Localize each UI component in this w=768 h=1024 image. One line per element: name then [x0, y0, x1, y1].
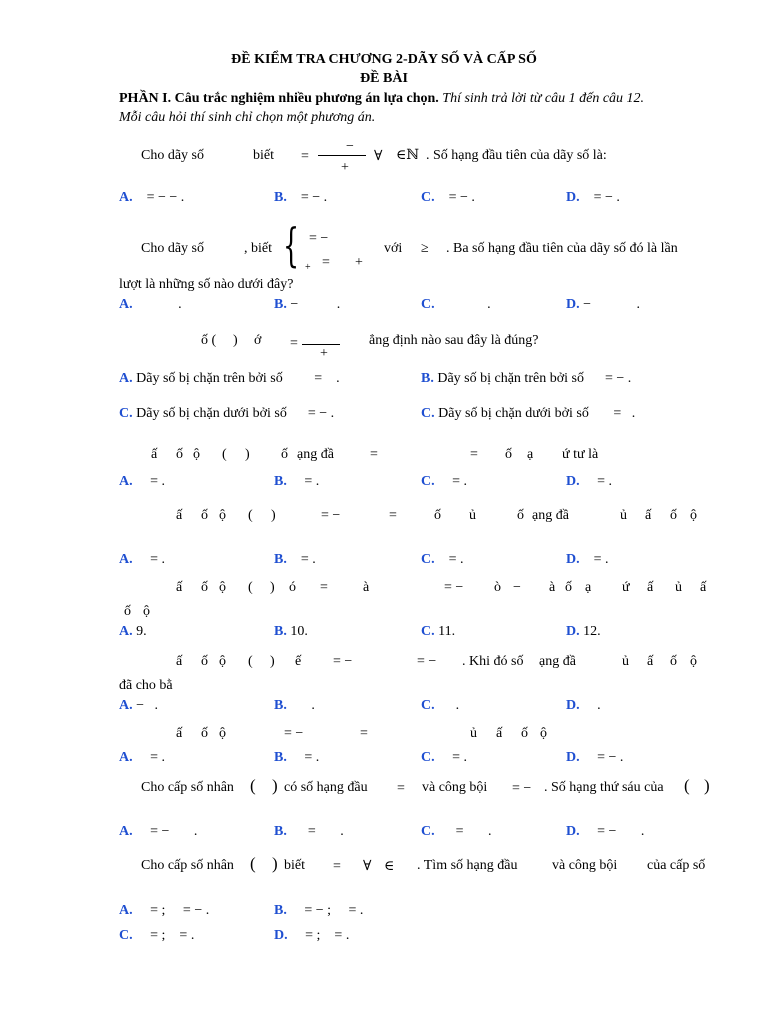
q7-option-a[interactable]: A. − . — [119, 698, 159, 713]
q6-frag-20: ộ — [143, 604, 150, 619]
q7-frag-15: đã cho bằ — [119, 678, 173, 693]
q3-frag-1: ố ( — [201, 333, 217, 348]
q1-text-2: biết — [253, 148, 274, 163]
q7-frag-7: = − — [333, 654, 353, 669]
q9-paren-open-2: ( — [684, 776, 690, 795]
part-heading: PHẦN I. Câu trắc nghiệm nhiều phương án lựa chọn. — [119, 91, 439, 106]
q7-option-d[interactable]: D. . — [566, 698, 601, 713]
q4-option-a[interactable]: A. = . — [119, 474, 166, 489]
q1-equals: = — [301, 149, 309, 164]
q6-option-a[interactable]: A. 9. — [119, 624, 147, 639]
q5-frag-1: ấ — [176, 508, 183, 523]
q6-frag-3: ộ — [219, 580, 226, 595]
q1-forall: ∀ — [374, 149, 383, 164]
q6-frag-2: ố — [201, 580, 208, 595]
q9-option-b[interactable]: B. = . — [274, 824, 344, 839]
q4-option-c[interactable]: C. = . — [421, 474, 468, 489]
q5-frag-14: ố — [670, 508, 677, 523]
q9-text-1: Cho cấp số nhân — [141, 780, 234, 795]
q2-option-a[interactable]: A. . — [119, 297, 182, 312]
q5-frag-12: ủ — [620, 508, 627, 523]
q8-frag-4: = − — [284, 726, 304, 741]
q7-frag-11: ủ — [622, 654, 629, 669]
q7-frag-6: ế — [295, 654, 302, 669]
q6-frag-1: ấ — [176, 580, 183, 595]
q2-text-1: Cho dãy số — [141, 241, 204, 256]
q5-frag-11: ạng đầ — [532, 508, 569, 523]
q3-fraction-bar — [302, 344, 340, 345]
q1-text-3: . Số hạng đầu tiên của dãy số là: — [426, 148, 607, 163]
q7-frag-10: ạng đầ — [539, 654, 576, 669]
q9-equals-2: = − — [512, 781, 532, 796]
q4-option-d[interactable]: D. = . — [566, 474, 613, 489]
q2-text-5: lượt là những số nào dưới đây? — [119, 277, 294, 292]
q8-option-a[interactable]: A. = . — [119, 750, 166, 765]
q4-frag-7: ạng đầ — [297, 447, 334, 462]
q4-frag-8: = — [370, 447, 378, 462]
q1-denominator: + — [341, 160, 349, 175]
q2-text-3: với — [384, 241, 403, 256]
q2-system-2-plus: + — [355, 255, 363, 270]
q10-equals: = — [333, 859, 341, 874]
q8-frag-5: = — [360, 726, 368, 741]
q9-equals-1: = — [397, 781, 405, 796]
q3-frag-3: ớ — [254, 333, 262, 348]
q6-frag-13: ố — [565, 580, 572, 595]
part-instruction-2: Mỗi câu hỏi thí sinh chỉ chọn một phương án. — [119, 110, 376, 125]
q5-frag-7: = — [389, 508, 397, 523]
q8-frag-9: ộ — [540, 726, 547, 741]
q7-option-c[interactable]: C. . — [421, 698, 460, 713]
q1-option-a[interactable]: A. = − − . — [119, 190, 185, 205]
q10-text-3: . Tìm số hạng đầu — [417, 858, 518, 873]
q2-text-4: . Ba số hạng đầu tiên của dãy số đó là lần — [446, 241, 678, 256]
q4-frag-12: ứ tư là — [562, 447, 599, 462]
q4-frag-6: ố — [281, 447, 288, 462]
q6-option-d[interactable]: D. 12. — [566, 624, 601, 639]
q7-frag-1: ấ — [176, 654, 183, 669]
q6-frag-10: ò — [494, 580, 501, 595]
q3-option-c[interactable]: C. Dãy số bị chặn dưới bởi số = − . — [119, 406, 335, 421]
q7-frag-13: ố — [670, 654, 677, 669]
q6-frag-16: ấ — [647, 580, 654, 595]
q10-option-b[interactable]: B. = − ; = . — [274, 903, 364, 918]
q10-paren-close: ) — [272, 854, 278, 873]
q2-system-2: = — [322, 255, 330, 270]
q1-option-c[interactable]: C. = − . — [421, 190, 475, 205]
q6-frag-9: = − — [444, 580, 464, 595]
q2-option-b[interactable]: B. − . — [274, 297, 341, 312]
q6-frag-8: à — [363, 580, 370, 595]
q1-fraction-bar — [318, 155, 366, 156]
q8-option-c[interactable]: C. = . — [421, 750, 468, 765]
q7-frag-4: ( — [248, 654, 253, 669]
q6-frag-19: ố — [124, 604, 131, 619]
q10-option-a[interactable]: A. = ; = − . — [119, 903, 210, 918]
q2-system-1: = − — [309, 231, 329, 246]
q9-paren-open: ( — [250, 776, 256, 795]
q7-option-b[interactable]: B. . — [274, 698, 315, 713]
q7-frag-5: ) — [270, 654, 275, 669]
q8-frag-7: ấ — [496, 726, 503, 741]
q4-frag-10: ố — [505, 447, 512, 462]
q6-frag-6: ó — [289, 580, 296, 595]
q9-paren-close: ) — [272, 776, 278, 795]
q2-text-2: , biết — [244, 241, 272, 256]
q1-numerator: − — [346, 139, 354, 154]
q3-option-a[interactable]: A. Dãy số bị chặn trên bởi số = . — [119, 371, 340, 386]
q7-frag-8: = − — [417, 654, 437, 669]
q4-option-b[interactable]: B. = . — [274, 474, 320, 489]
q1-in-naturals: ∈ℕ — [396, 148, 420, 163]
q10-text-4: và công bội — [552, 858, 618, 873]
q10-in: ∈ — [384, 859, 395, 874]
q4-frag-2: ố — [176, 447, 183, 462]
q8-frag-2: ố — [201, 726, 208, 741]
q3-denominator: + — [320, 346, 328, 361]
q4-frag-9: = — [470, 447, 478, 462]
q7-frag-14: ộ — [690, 654, 697, 669]
q1-text-1: Cho dãy số — [141, 148, 204, 163]
q5-frag-10: ố — [517, 508, 524, 523]
q9-text-3: và công bội — [422, 780, 488, 795]
q5-frag-3: ộ — [219, 508, 226, 523]
q5-frag-4: ( — [248, 508, 253, 523]
q5-frag-9: ủ — [469, 508, 476, 523]
q9-option-c[interactable]: C. = . — [421, 824, 492, 839]
q10-text-1: Cho cấp số nhân — [141, 858, 234, 873]
q5-option-d[interactable]: D. = . — [566, 552, 609, 567]
q8-frag-8: ố — [521, 726, 528, 741]
q6-frag-17: ủ — [675, 580, 682, 595]
q5-frag-15: ộ — [690, 508, 697, 523]
q8-frag-3: ộ — [219, 726, 226, 741]
q4-frag-11: ạ — [527, 447, 534, 462]
q8-frag-1: ấ — [176, 726, 183, 741]
q10-text-5: của cấp số — [647, 858, 706, 873]
q10-text-2: biết — [284, 858, 305, 873]
q6-frag-4: ( — [248, 580, 253, 595]
q9-text-4: . Số hạng thứ sáu của — [544, 780, 664, 795]
q5-option-b[interactable]: B. = . — [274, 552, 316, 567]
q6-option-c[interactable]: C. 11. — [421, 624, 456, 639]
q6-frag-15: ứ — [622, 580, 630, 595]
q3-option-d[interactable]: C. Dãy số bị chặn dưới bởi số = . — [421, 406, 636, 421]
q5-frag-6: = − — [321, 508, 341, 523]
q6-frag-14: ạ — [585, 580, 592, 595]
q6-frag-7: = — [320, 580, 328, 595]
document-title: ĐỀ KIỂM TRA CHƯƠNG 2-DÃY SỐ VÀ CẤP SỐ — [231, 52, 537, 67]
q3-frag-2: ) — [233, 333, 238, 348]
q10-option-c[interactable]: C. = ; = . — [119, 928, 195, 943]
q4-frag-3: ộ — [193, 447, 200, 462]
q4-frag-4: ( — [222, 447, 227, 462]
q5-frag-8: ố — [434, 508, 441, 523]
q5-frag-5: ) — [271, 508, 276, 523]
q5-frag-2: ố — [201, 508, 208, 523]
q4-frag-5: ) — [245, 447, 250, 462]
q6-frag-5: ) — [270, 580, 275, 595]
q3-option-b[interactable]: B. Dãy số bị chặn trên bởi số = − . — [421, 371, 632, 386]
q8-frag-6: ủ — [470, 726, 477, 741]
q5-frag-13: ấ — [645, 508, 652, 523]
q7-frag-9: . Khi đó số — [462, 654, 524, 669]
q9-option-d[interactable]: D. = − . — [566, 824, 645, 839]
q7-frag-3: ộ — [219, 654, 226, 669]
q5-option-c[interactable]: C. = . — [421, 552, 464, 567]
q9-text-2: có số hạng đầu — [284, 780, 368, 795]
q3-frag-4: ẳng định nào sau đây là đúng? — [369, 333, 539, 348]
q6-frag-12: à — [549, 580, 556, 595]
part-instruction-1: Thí sinh trả lời từ câu 1 đến câu 12. — [442, 91, 645, 106]
q2-brace: { — [283, 218, 300, 272]
q10-paren-open: ( — [250, 854, 256, 873]
q5-option-a[interactable]: A. = . — [119, 552, 166, 567]
q8-option-b[interactable]: B. = . — [274, 750, 320, 765]
q7-frag-2: ố — [201, 654, 208, 669]
q1-option-b[interactable]: B. = − . — [274, 190, 328, 205]
q3-equals: = — [290, 336, 298, 351]
q1-option-d[interactable]: D. = − . — [566, 190, 620, 205]
q10-forall: ∀ — [363, 859, 372, 874]
q8-option-d[interactable]: D. = − . — [566, 750, 624, 765]
q6-frag-18: ấ — [700, 580, 707, 595]
document-subtitle: ĐỀ BÀI — [360, 71, 408, 86]
q4-frag-1: ấ — [151, 447, 158, 462]
q9-paren-close-2: ) — [704, 776, 710, 795]
q2-option-c[interactable]: C. . — [421, 297, 491, 312]
q2-geq: ≥ — [421, 241, 429, 256]
q10-option-d[interactable]: D. = ; = . — [274, 928, 350, 943]
q2-system-2-sub: + — [305, 262, 311, 273]
q6-frag-11: − — [513, 580, 521, 595]
q6-option-b[interactable]: B. 10. — [274, 624, 308, 639]
q2-option-d[interactable]: D. − . — [566, 297, 641, 312]
q9-option-a[interactable]: A. = − . — [119, 824, 198, 839]
q7-frag-12: ấ — [647, 654, 654, 669]
part-heading-line — [119, 91, 644, 107]
